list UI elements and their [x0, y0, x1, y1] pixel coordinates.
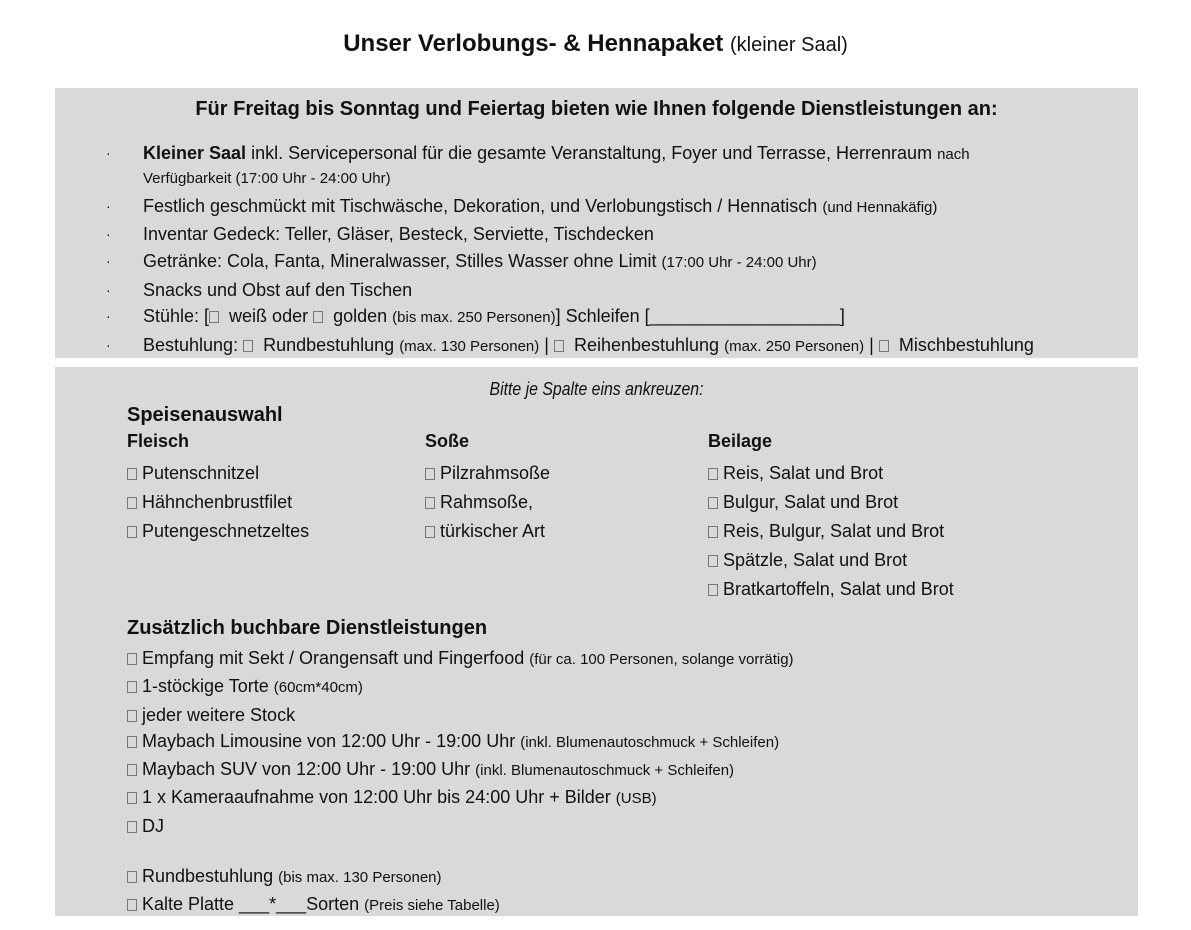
menu-option[interactable]	[708, 575, 954, 604]
service-note: (17:00 Uhr - 24:00 Uhr)	[661, 254, 817, 272]
bullet-icon: ·	[106, 308, 111, 325]
option-label: Mischbestuhlung	[893, 335, 1034, 356]
spacer	[127, 839, 794, 863]
column-fleisch	[127, 459, 309, 546]
service-note: (und Hennakäfig)	[822, 198, 938, 216]
document-title	[0, 30, 1191, 58]
checkbox[interactable]	[127, 681, 137, 693]
column-sosse	[425, 459, 550, 546]
option-note: (bis max. 130 Personen)	[278, 869, 442, 887]
option-note: (Preis siehe Tabelle)	[364, 897, 500, 915]
service-item	[55, 250, 1138, 274]
option-note: (USB)	[615, 790, 657, 808]
checkbox[interactable]	[127, 468, 137, 480]
checkbox[interactable]	[708, 526, 718, 538]
column-header-fleisch: Fleisch	[127, 431, 190, 451]
menu-option[interactable]	[127, 488, 309, 517]
service-text: inkl. Servicepersonal für die gesamte Veranstaltung, Foyer und Terrasse, Herrenraum	[246, 143, 938, 163]
menu-option[interactable]	[127, 517, 309, 546]
menu-option[interactable]	[127, 459, 309, 488]
services-box	[55, 88, 1138, 358]
checkbox-golden[interactable]	[313, 311, 323, 323]
column-beilage	[708, 459, 954, 604]
menu-option[interactable]	[708, 459, 954, 488]
service-text: Stühle: [	[143, 306, 210, 327]
checkbox[interactable]	[127, 871, 137, 883]
checkbox[interactable]	[425, 497, 435, 509]
checkbox[interactable]	[708, 497, 718, 509]
bullet-icon: ·	[106, 253, 111, 270]
checkbox[interactable]	[127, 497, 137, 509]
service-note: (bis max. 250 Personen)	[392, 309, 556, 327]
checkbox[interactable]	[425, 526, 435, 538]
service-item-seating	[55, 334, 1138, 358]
option-label: Bratkartoffeln, Salat und Brot	[723, 579, 954, 599]
service-note: nach	[937, 146, 970, 163]
extras-heading: Zusätzlich buchbare Dienstleistungen	[127, 617, 488, 639]
checkbox-weiss[interactable]	[209, 311, 219, 323]
extra-option[interactable]	[127, 702, 794, 728]
column-header-sosse: Soße	[425, 431, 470, 451]
option-note: (inkl. Blumenautoschmuck + Schleifen)	[475, 762, 735, 780]
checkbox[interactable]	[127, 764, 137, 776]
checkbox[interactable]	[127, 736, 137, 748]
checkbox[interactable]	[127, 792, 137, 804]
menu-heading: Speisenauswahl	[127, 404, 283, 426]
menu-option[interactable]	[708, 488, 954, 517]
option-label: Maybach SUV von 12:00 Uhr - 19:00 Uhr	[142, 759, 476, 780]
option-label: 1 x Kameraaufnahme von 12:00 Uhr bis 24:00 Uhr + Bilder	[142, 787, 616, 808]
option-label: Spätzle, Salat und Brot	[723, 550, 908, 570]
service-item	[55, 279, 1138, 301]
checkbox[interactable]	[127, 899, 137, 911]
services-list	[55, 142, 1138, 363]
column-header-beilage: Beilage	[708, 431, 773, 451]
selection-hint: Bitte je Spalte eins ankreuzen:	[489, 379, 704, 399]
title-sub: (kleiner Saal)	[729, 34, 848, 56]
service-item-chairs	[55, 305, 1138, 329]
option-label: Maybach Limousine von 12:00 Uhr - 19:00 Uhr	[142, 730, 521, 751]
extra-option[interactable]	[127, 891, 794, 919]
bullet-icon: ·	[106, 337, 111, 354]
extra-option[interactable]	[127, 645, 794, 673]
checkbox[interactable]	[425, 468, 435, 480]
checkbox-mischbestuhlung[interactable]	[879, 340, 889, 352]
checkbox[interactable]	[127, 821, 137, 833]
extra-option[interactable]	[127, 863, 794, 891]
service-item	[55, 223, 1138, 245]
separator: |	[539, 335, 554, 356]
option-label: Pilzrahmsoße	[440, 463, 551, 483]
service-note: Verfügbarkeit (17:00 Uhr - 24:00 Uhr)	[143, 170, 391, 187]
service-item	[55, 195, 1138, 219]
menu-option[interactable]	[708, 517, 954, 546]
menu-option[interactable]	[708, 546, 954, 575]
option-label: Rundbestuhlung	[142, 866, 279, 887]
option-label: Bulgur, Salat und Brot	[723, 492, 899, 512]
option-label: Putengeschnetzeltes	[142, 521, 310, 541]
bullet-icon: ·	[106, 281, 111, 298]
extra-option[interactable]	[127, 813, 794, 839]
separator: |	[864, 335, 879, 356]
option-label: Hähnchenbrustfilet	[142, 492, 293, 512]
service-text: Snacks und Obst auf den Tischen	[143, 279, 413, 300]
menu-option[interactable]	[425, 517, 550, 546]
option-label: DJ	[142, 815, 164, 836]
option-label: Empfang mit Sekt / Orangensaft und Fingerfood	[142, 648, 530, 668]
option-label: Reis, Salat und Brot	[723, 463, 884, 483]
extras-list	[127, 645, 794, 920]
service-item	[55, 142, 1138, 190]
option-label: weiß oder	[224, 306, 314, 327]
service-text: Festlich geschmückt mit Tischwäsche, Dekoration, und Verlobungstisch / Hennatisch	[143, 195, 823, 216]
option-label: Reihenbestuhlung	[568, 335, 725, 356]
menu-option[interactable]	[425, 459, 550, 488]
checkbox-rundbestuhlung[interactable]	[243, 340, 253, 352]
checkbox-reihenbestuhlung[interactable]	[554, 340, 564, 352]
service-note: (max. 250 Personen)	[724, 338, 865, 356]
service-note: (max. 130 Personen)	[399, 338, 540, 356]
service-text: Inventar Gedeck: Teller, Gläser, Besteck, Serviette, Tischdecken	[143, 224, 654, 245]
bullet-icon: ·	[106, 197, 111, 214]
extra-option[interactable]	[127, 728, 794, 756]
option-label: Kalte Platte ___*___Sorten	[142, 894, 365, 915]
services-intro: Für Freitag bis Sonntag und Feiertag bieten wie Ihnen folgende Dienstleistungen an:	[195, 98, 998, 120]
option-note: (60cm*40cm)	[273, 679, 363, 697]
bullet-icon: ·	[106, 145, 111, 161]
option-label: Putenschnitzel	[142, 463, 260, 483]
option-label: 1-stöckige Torte	[142, 676, 274, 697]
checkbox[interactable]	[127, 526, 137, 538]
service-text: Bestuhlung:	[143, 335, 244, 356]
ribbon-field[interactable]: ] Schleifen [___________________]	[555, 306, 845, 327]
service-label: Kleiner Saal	[143, 143, 247, 163]
title-main: Unser Verlobungs- & Hennapaket	[343, 30, 724, 57]
menu-box	[55, 367, 1138, 916]
service-text: Getränke: Cola, Fanta, Mineralwasser, Stilles Wasser ohne Limit	[143, 251, 662, 272]
menu-option[interactable]	[425, 488, 550, 517]
checkbox[interactable]	[708, 584, 718, 596]
option-label: Reis, Bulgur, Salat und Brot	[723, 521, 945, 541]
option-note: (für ca. 100 Personen, solange vorrätig)	[529, 651, 794, 668]
option-label: Rahmsoße,	[440, 492, 534, 512]
checkbox[interactable]	[708, 555, 718, 567]
option-label: jeder weitere Stock	[142, 704, 296, 725]
option-label: türkischer Art	[440, 521, 546, 541]
checkbox[interactable]	[127, 653, 137, 665]
extra-option[interactable]	[127, 756, 794, 784]
checkbox[interactable]	[127, 710, 137, 722]
extra-option[interactable]	[127, 784, 794, 812]
option-note: (inkl. Blumenautoschmuck + Schleifen)	[520, 733, 780, 751]
checkbox[interactable]	[708, 468, 718, 480]
option-label: golden	[328, 306, 393, 327]
bullet-icon: ·	[106, 226, 111, 243]
extra-option[interactable]	[127, 673, 794, 701]
option-label: Rundbestuhlung	[258, 335, 400, 356]
